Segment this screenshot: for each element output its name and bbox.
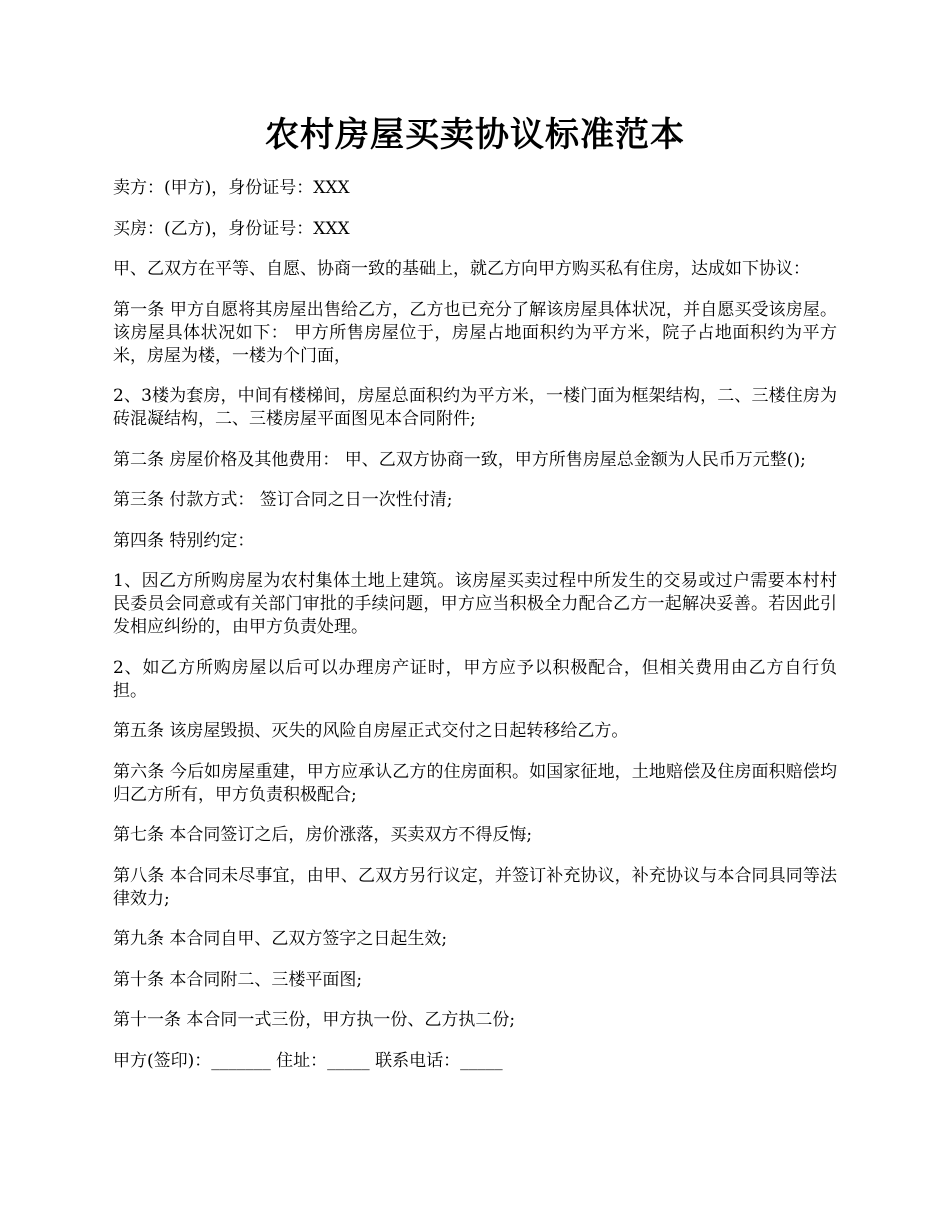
article-9-paragraph: 第九条 本合同自甲、乙双方签字之日起生效;	[113, 929, 448, 949]
document-body	[113, 110, 837, 1090]
article-6-paragraph: 第六条 今后如房屋重建，甲方应承认乙方的住房面积。如国家征地，土地赔偿及住房面积赔偿均归乙方所有，甲方负责积极配合;	[113, 761, 837, 805]
article-1-paragraph: 第一条 甲方自愿将其房屋出售给乙方，乙方也已充分了解该房屋具体状况，并自愿买受该房屋。该房屋具体状况如下： 甲方所售房屋位于，房屋占地面积约为平方米，院子占地面积约为平方米，房屋为楼，一楼为个门面，	[113, 299, 837, 366]
seller-line: 卖方：(甲方)，身份证号：XXX	[113, 178, 350, 198]
article-7-paragraph: 第七条 本合同签订之后，房价涨落，买卖双方不得反悔;	[113, 825, 533, 845]
buyer-line: 买房：(乙方)，身份证号：XXX	[113, 218, 350, 239]
article-4-item-2: 2、如乙方所购房屋以后可以办理房产证时，甲方应予以积极配合，但相关费用由乙方自行负担。	[113, 657, 837, 701]
document-title: 农村房屋买卖协议标准范本	[265, 115, 685, 155]
article-8-paragraph: 第八条 本合同未尽事宜，由甲、乙双方另行议定，并签订补充协议，补充协议与本合同具同等法律效力;	[113, 865, 837, 909]
article-4-item-1: 1、因乙方所购房屋为农村集体土地上建筑。该房屋买卖过程中所发生的交易或过户需要本村村民委员会同意或有关部门审批的手续问题，甲方应当积极全力配合乙方一起解决妥善。若因此引发相应纠纷的，由甲方负责处理。	[113, 571, 837, 637]
party-a-signature-line: 甲方(签印)：_______ 住址：_____ 联系电话：_____	[113, 1050, 503, 1071]
article-5-paragraph: 第五条 该房屋毁损、灭失的风险自房屋正式交付之日起转移给乙方。	[113, 721, 629, 741]
article-10-paragraph: 第十条 本合同附二、三楼平面图;	[113, 969, 363, 990]
article-4-heading: 第四条 特别约定：	[113, 530, 255, 551]
article-2-paragraph: 第二条 房屋价格及其他费用： 甲、乙双方协商一致，甲方所售房屋总金额为人民币万元整();	[113, 449, 806, 470]
article-11-paragraph: 第十一条 本合同一式三份，甲方执一份、乙方执二份;	[113, 1010, 516, 1030]
preamble-paragraph: 甲、乙双方在平等、自愿、协商一致的基础上，就乙方向甲方购买私有住房，达成如下协议：	[113, 259, 810, 279]
article-3-paragraph: 第三条 付款方式： 签订合同之日一次性付清;	[113, 490, 453, 510]
article-1-continued-paragraph: 2、3楼为套房，中间有楼梯间，房屋总面积约为平方米，一楼门面为框架结构，二、三楼住房为砖混凝结构，二、三楼房屋平面图见本合同附件;	[113, 386, 837, 429]
